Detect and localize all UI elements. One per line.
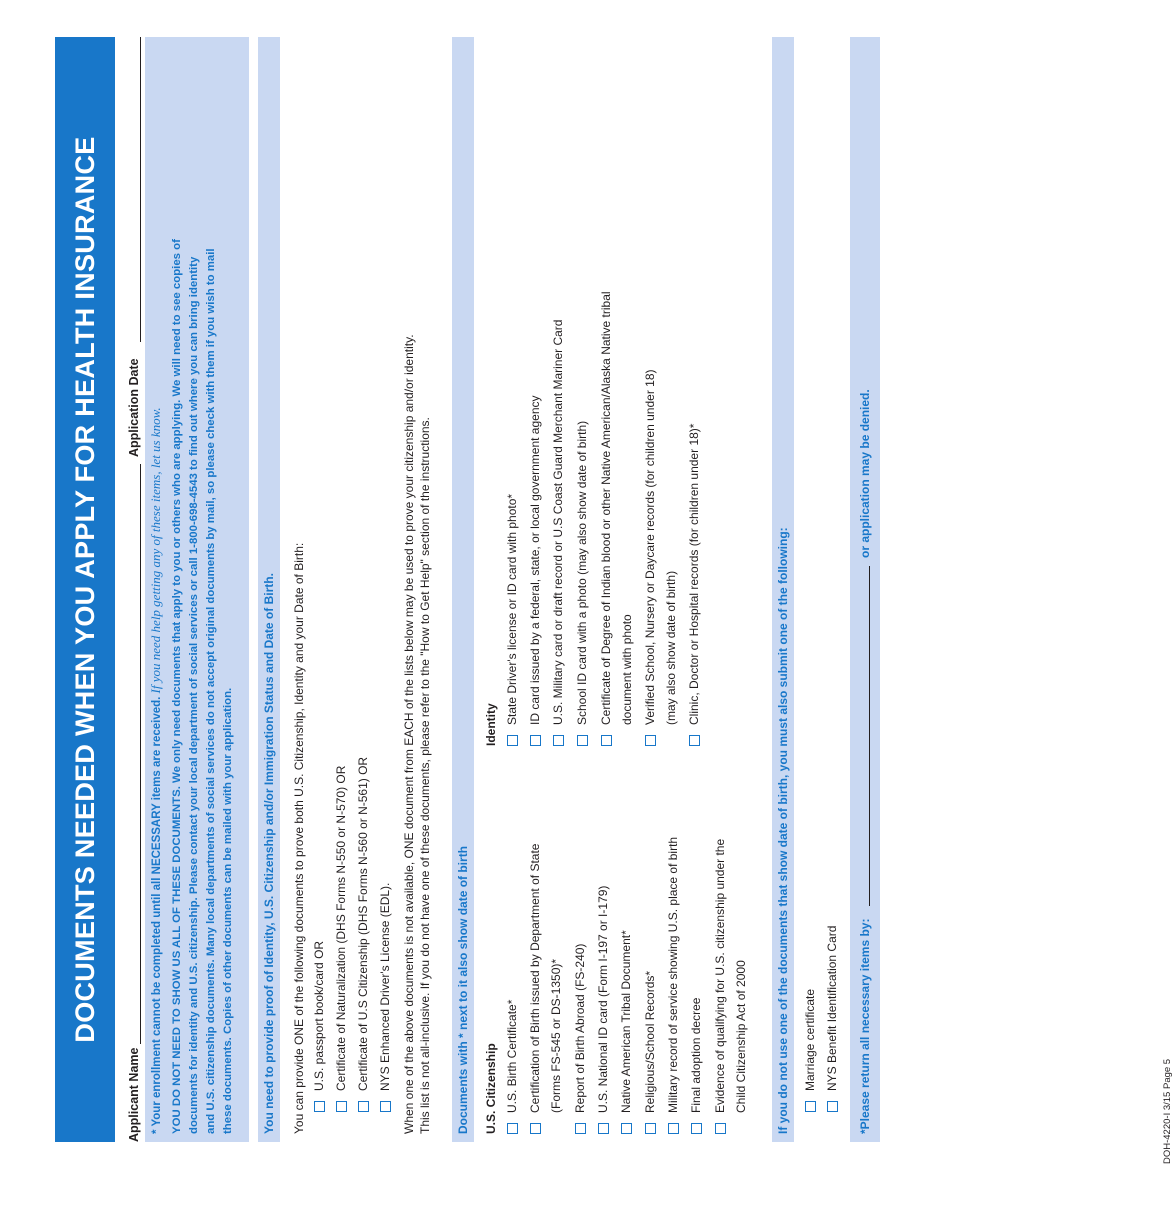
option-benefit-card[interactable]	[825, 926, 839, 1112]
application-date-label: Application Date	[127, 358, 141, 457]
item-label: U.S. National ID card (Form I-197 or I-179)	[596, 885, 610, 1113]
checkbox[interactable]	[577, 735, 588, 746]
citizenship-item[interactable]	[663, 837, 684, 1134]
citizenship-item[interactable]	[593, 886, 614, 1134]
option-naturalization[interactable]	[334, 766, 348, 1112]
notice-lead-line	[148, 407, 164, 1134]
checkbox[interactable]	[530, 735, 541, 746]
section1-note-1: When one of the above documents is not available, ONE document from EACH of the lists below may be used to prove your citizenship and/or identity.	[402, 334, 416, 1134]
item-label: Evidence of qualifying for U.S. citizenship under the	[713, 838, 727, 1113]
citizenship-item[interactable]	[640, 971, 661, 1134]
applicant-name-field[interactable]	[140, 464, 141, 1044]
checkbox[interactable]	[668, 1123, 679, 1134]
option-label: Certificate of Naturalization (DHS Forms N-550 or N-570) OR	[334, 765, 348, 1091]
checkbox[interactable]	[715, 1123, 726, 1134]
section1-heading: You need to provide proof of Identity, U.S. Citizenship and/or Immigration Status and Date of Birth.	[262, 573, 276, 1134]
section1-note-2: This list is not all-inclusive. If you do not have one of these documents, please refer to the "How to Get Help" section of the instructions.	[418, 417, 432, 1134]
identity-item[interactable]	[572, 421, 593, 746]
notice-lead: * Your enrollment cannot be completed until all NECESSARY items are received.	[151, 696, 163, 1134]
checkbox[interactable]	[621, 1123, 632, 1134]
option-label: NYS Enhanced Driver's License (EDL).	[378, 882, 392, 1091]
footer-band	[850, 37, 880, 1142]
checkbox[interactable]	[645, 735, 656, 746]
option-edl[interactable]	[378, 883, 392, 1112]
option-passport[interactable]	[312, 941, 326, 1112]
item-label: Final adoption decree	[689, 997, 703, 1113]
notice-line: documents for identity and U.S. citizenship. Please contact your local department of social services or call 1-800-698-4543 to find out where you can bring identity	[188, 256, 200, 1134]
denied-warning: or application may be denied.	[858, 389, 872, 558]
item-label: Native American Tribal Document*	[619, 930, 633, 1113]
notice-line: these documents. Copies of other documents can be mailed with your application.	[222, 687, 234, 1134]
applicant-info-line	[118, 37, 144, 1142]
title-banner	[55, 37, 115, 1142]
application-date-field[interactable]	[140, 37, 141, 342]
citizenship-item[interactable]	[525, 844, 567, 1134]
return-by-date-field[interactable]	[869, 566, 870, 906]
option-marriage-certificate[interactable]	[803, 989, 817, 1112]
item-label: Verified School, Nursery or Daycare records (for children under 18)	[643, 369, 657, 725]
checkbox[interactable]	[689, 735, 700, 746]
checkbox[interactable]	[336, 1101, 347, 1112]
return-by-label: *Please return all necessary items by:	[858, 918, 872, 1134]
identity-header: Identity	[484, 703, 498, 746]
item-label: School ID card with a photo (may also show date of birth)	[575, 420, 589, 725]
identity-item[interactable]	[596, 291, 638, 746]
item-label: document with photo	[620, 614, 634, 725]
applicant-name-label: Applicant Name	[127, 1047, 141, 1142]
option-label: Marriage certificate	[803, 988, 817, 1091]
option-label: NYS Benefit Identification Card	[825, 925, 839, 1091]
notice-body	[169, 64, 237, 1134]
page-title: DOCUMENTS NEEDED WHEN YOU APPLY FOR HEALTH INSURANCE	[70, 136, 100, 1043]
citizenship-item[interactable]	[502, 1000, 523, 1134]
section1-intro: You can provide ONE of the following documents to prove both U.S. Citizenship, Identity and your Date of Birth:	[292, 542, 306, 1134]
notice-line: and U.S. citizenship documents. Many local departments of social services do not accept original documents by mail, so please check with them if you wish to mail	[205, 248, 217, 1134]
checkbox[interactable]	[530, 1123, 541, 1134]
checkbox[interactable]	[598, 1123, 609, 1134]
checkbox[interactable]	[358, 1101, 369, 1112]
item-label: ID card issued by a federal, state, or local government agency	[528, 395, 542, 725]
item-label: Military record of service showing U.S. place of birth	[666, 836, 680, 1113]
section3-heading: If you do not use one of the documents that show date of birth, you must also submit one of the following:	[776, 527, 790, 1134]
item-label: (may also show date of birth)	[664, 570, 678, 725]
identity-item[interactable]	[684, 424, 705, 746]
item-label: Religious/School Records*	[643, 970, 657, 1113]
identity-item[interactable]	[525, 395, 546, 746]
citizenship-header: U.S. Citizenship	[484, 1043, 498, 1134]
section1-band	[258, 37, 280, 1142]
identity-item[interactable]	[548, 320, 569, 746]
item-label: (Forms FS-545 or DS-1350)*	[549, 958, 563, 1113]
checkbox[interactable]	[507, 1123, 518, 1134]
citizenship-item[interactable]	[570, 944, 591, 1134]
citizenship-item[interactable]	[616, 930, 637, 1134]
citizenship-item[interactable]	[710, 839, 752, 1134]
item-label: Clinic, Doctor or Hospital records (for children under 18)*	[687, 423, 701, 725]
checkbox[interactable]	[805, 1101, 816, 1112]
notice-line: YOU DO NOT NEED TO SHOW US ALL OF THESE DOCUMENTS. We only need documents that apply to you or others who are applying. We will need to see copies of	[171, 239, 183, 1134]
checkbox[interactable]	[507, 735, 518, 746]
item-label: U.S. Birth Certificate*	[505, 999, 519, 1113]
option-citizenship-cert[interactable]	[356, 757, 370, 1112]
notice-help: If you need help getting any of these items, let us know.	[148, 407, 163, 694]
citizenship-item[interactable]	[686, 998, 707, 1134]
checkbox[interactable]	[601, 735, 612, 746]
identity-item[interactable]	[640, 370, 682, 747]
item-label: Certificate of Degree of Indian blood or other Native American/Alaska Native tribal	[599, 291, 613, 725]
option-label: Certificate of U.S Citizenship (DHS Forms N-560 or N-561) OR	[356, 756, 370, 1091]
section2-heading: Documents with * next to it also show date of birth	[456, 845, 470, 1134]
notice-block	[145, 37, 249, 1142]
document-id: DOH-4220-I 3/15 Page 5	[1162, 1058, 1173, 1164]
checkbox[interactable]	[645, 1123, 656, 1134]
checkbox[interactable]	[380, 1101, 391, 1112]
checkbox[interactable]	[575, 1123, 586, 1134]
item-label: Child Citizenship Act of 2000	[734, 960, 748, 1113]
section3-band	[772, 37, 794, 1142]
item-label: Certification of Birth issued by Department of State	[528, 843, 542, 1113]
checkbox[interactable]	[827, 1101, 838, 1112]
option-label: U.S. passport book/card OR	[312, 940, 326, 1091]
section2-band	[452, 37, 474, 1142]
item-label: State Driver's license or ID card with photo*	[505, 493, 519, 725]
item-label: U.S. Military card or draft record or U.S Coast Guard Merchant Mariner Card	[551, 319, 565, 725]
identity-item[interactable]	[502, 494, 523, 746]
checkbox[interactable]	[553, 735, 564, 746]
item-label: Report of Birth Abroad (FS-240)	[573, 943, 587, 1113]
checkbox[interactable]	[691, 1123, 702, 1134]
checkbox[interactable]	[314, 1101, 325, 1112]
